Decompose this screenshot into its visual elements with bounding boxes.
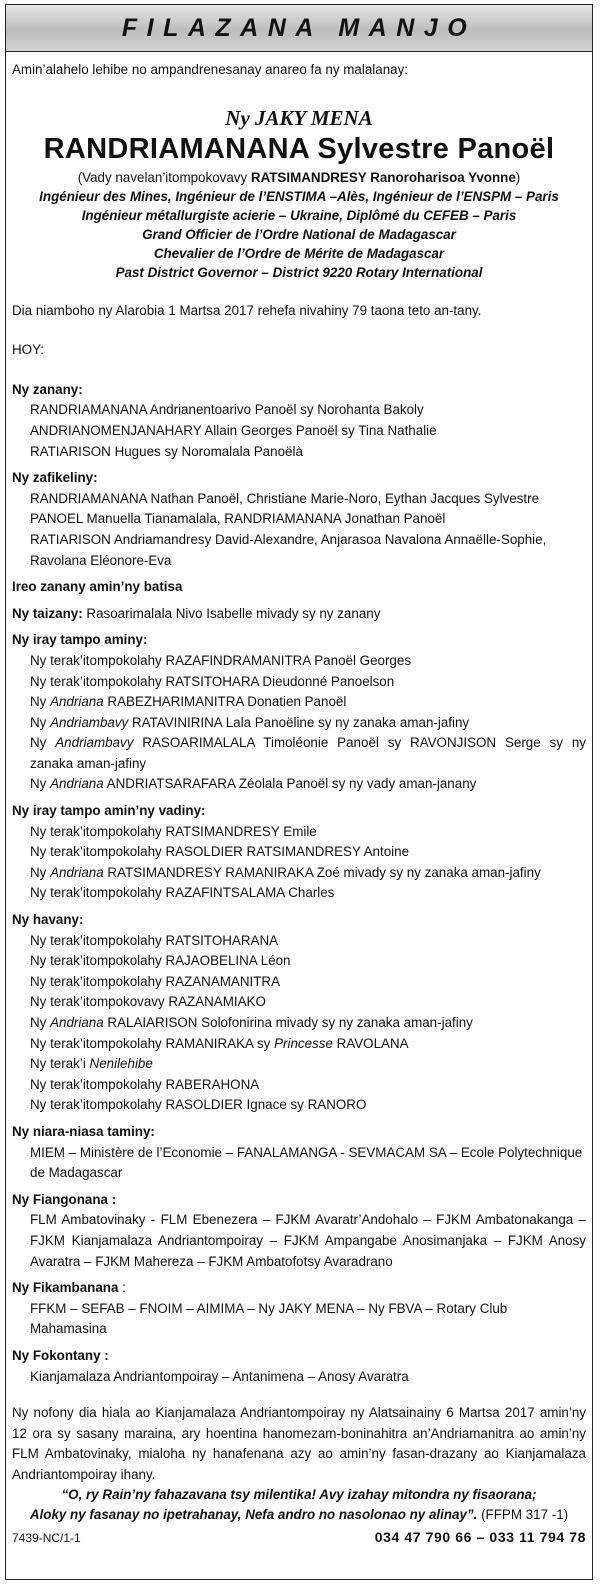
text-part: Ny <box>30 694 51 710</box>
section-fikambanana <box>12 1278 586 1340</box>
deceased-name: RANDRIAMANANA Sylvestre Panoël <box>43 132 555 165</box>
text-part: Ny <box>30 1015 51 1030</box>
list-item: RANDRIAMANANA Andrianentoarivo Panoël sy Norohanta Bakoly <box>30 402 424 418</box>
list-item <box>12 774 586 795</box>
section-zanany <box>12 380 586 462</box>
spouse-suffix: ) <box>515 169 521 185</box>
section-heading: Ny Fiangonana : <box>12 1191 117 1207</box>
quote-line: “O, ry Rain’ny fahazavana tsy milentika! Avy izahay mitondra ny fisaorana; <box>61 1487 537 1503</box>
italic-title: Andriana <box>50 864 104 880</box>
text-part: RATAVINIRINA Lala Panoëline sy ny zanaka aman-jafiny <box>128 714 470 730</box>
text-part: ANDRIATSARAFARA Zéolala Panoël sy ny vady aman-janany <box>103 776 477 792</box>
text-part: RABEZHARIMANITRA Donatien Panoël <box>103 694 347 710</box>
list-item <box>12 733 586 774</box>
section-heading: Ny Fikambanana <box>12 1280 119 1296</box>
closing-quote <box>12 1485 586 1525</box>
section-tampo <box>12 630 586 795</box>
italic-title: Andriana <box>50 694 104 710</box>
death-notice: Dia niamboho ny Alarobia 1 Martsa 2017 rehefa nivahiny 79 taona teto an-tany. <box>12 302 482 318</box>
italic-title: Andriambavy <box>55 735 134 751</box>
quote-reference: (FFPM 317 -1) <box>477 1507 569 1523</box>
title-line: Ingénieur des Mines, Ingénieur de l’ENSTIMA –Alès, Ingénieur de l’ENSPM – Paris <box>39 188 559 204</box>
list-item: Ny terak’itompokolahy RATSIMANDRESY Emile <box>30 823 317 839</box>
quote-text: Aloky ny fasanay no ipetrahanay, Nefa andro no nasolonao ny alinay”. <box>29 1507 478 1523</box>
heading-colon: : <box>118 1280 126 1296</box>
list-item: RATIARISON Andriamandresy David-Alexandre, Anjarasoa Navalona Annaëlle-Sophie, <box>30 531 547 547</box>
section-text: Kianjamalaza Andriantompoiray – Antanimena – Anosy Avaratra <box>30 1368 409 1384</box>
list-item <box>12 713 586 734</box>
spouse-line <box>12 169 586 187</box>
burial-notice: Ny nofony dia hiala ao Kianjamalaza Andriantompoiray ny Alatsainainy 6 Martsa 2017 amin’ny 12 ora sy sasany maraina, ary hoentina hanomezam-boninahitra an’Andriamanitra ao amin’ny FLM Ambatovinaky, mialoha ny hanafenana azy ao amin’ny fasan-drazany ao Kianjamalaza Andriantompoiray ihany. <box>12 1405 586 1482</box>
italic-title: Andriana <box>50 1015 104 1030</box>
italic-title: Princesse <box>274 1035 333 1051</box>
section-taizany <box>12 604 586 625</box>
list-item: ANDRIANOMENJANAHARY Allain Georges Panoël sy Tina Nathalie <box>30 422 437 438</box>
section-heading: Ny havany: <box>12 912 84 928</box>
text-part: RAVOLANA <box>332 1035 409 1051</box>
text-part: RATSIMANDRESY RAMANIRAKA Zoé mivady sy ny zanaka aman-jafiny <box>103 864 541 880</box>
list-item: Ny terak’itompokolahy RATSITOHARA Dieudonné Panoelson <box>30 673 395 689</box>
spouse-prefix: (Vady navelan’itompokovavy <box>77 169 251 185</box>
section-fokontany <box>12 1346 586 1387</box>
list-item: Ny terak’itompokolahy RATSITOHARANA <box>30 932 279 948</box>
text-part: Ny <box>30 714 51 730</box>
text-part: RASOARIMALALA Timoléonie Panoël sy RAVONJISON Serge sy ny zanaka aman-jafiny <box>30 735 586 771</box>
section-heading: Ny taizany: <box>12 605 83 621</box>
list-item: RATIARISON Hugues sy Noromalala Panoëlà <box>30 443 303 459</box>
section-fiangonana <box>12 1190 586 1272</box>
section-heading: Ny zafikeliny: <box>12 470 98 486</box>
section-heading: Ny niara-niasa taminy: <box>12 1123 155 1139</box>
list-item <box>12 1013 586 1034</box>
section-zafikeliny <box>12 468 586 571</box>
deceased-title: Ny JAKY MENA <box>225 105 373 130</box>
text-part: RALAIARISON Solofonirina mivady sy ny zanaka aman-jafiny <box>103 1015 473 1030</box>
quote-line <box>12 1505 586 1525</box>
section-text: FFKM – SEFAB – FNOIM – AIMIMA – Ny JAKY MENA – Ny FBVA – Rotary Club Mahamasina <box>30 1300 508 1337</box>
text-part: Ny <box>30 864 51 880</box>
list-item <box>12 1034 586 1055</box>
list-item: Ravolana Eléonore-Eva <box>30 552 172 568</box>
list-item <box>12 863 586 884</box>
hoy-label: HOY: <box>12 342 44 358</box>
italic-title: Nenilehibe <box>89 1056 153 1072</box>
list-item: RANDRIAMANANA Nathan Panoël, Christiane Marie-Noro, Eythan Jacques Sylvestre <box>30 490 540 506</box>
deceased-titles <box>12 187 586 282</box>
obituary-body <box>6 52 592 1549</box>
list-item: Ny terak’itompokolahy RAZAFINTSALAMA Charles <box>30 885 335 901</box>
title-line: Grand Officier de l’Ordre National de Madagascar <box>142 226 456 242</box>
obituary-frame <box>5 4 593 1580</box>
section-text: Rasoarimalala Nivo Isabelle mivady sy ny zanany <box>82 605 381 621</box>
section-heading: Ny Fokontany : <box>12 1347 109 1363</box>
text-part: Ny <box>30 735 56 751</box>
section-havany <box>12 910 586 1116</box>
list-item <box>12 692 586 713</box>
italic-title: Andriana <box>50 776 104 792</box>
title-line: Past District Governor – District 9220 Rotary International <box>115 264 483 280</box>
text-part: Ny <box>30 776 51 792</box>
title-line: Chevalier de l’Ordre de Mérite de Madagascar <box>153 245 445 261</box>
list-item: PANOEL Manuella Tianamalala, RANDRIAMANANA Jonathan Panoël <box>30 511 446 527</box>
section-heading: Ny iray tampo amin’ny vadiny: <box>12 803 206 819</box>
list-item <box>12 1054 586 1075</box>
text-part: Ny terak’i <box>30 1056 90 1072</box>
section-heading-line <box>12 1278 586 1299</box>
section-text: FLM Ambatovinaky - FLM Ebenezera – FJKM Avaratr’Andohalo – FJKM Ambatonakanga – FJKM Kianjamalaza Andriantompoiray – FJKM Ampangabe Anosimanjaka – FJKM Anosy Avaratra – FJKM Mahereza – FJKM Ambatofotsy Avaradrano <box>30 1212 586 1269</box>
intro-text: Amin’alahelo lehibe no ampandrenesanay anareo fa ny malalanay: <box>12 62 409 77</box>
list-item: Ny terak’itompokolahy RASOLDIER Ignace sy RANORO <box>30 1097 367 1113</box>
title-line: Ingénieur métallurgiste acierie – Ukraine, Diplômé du CEFEB – Paris <box>81 207 517 223</box>
section-heading: Ny zanany: <box>12 381 83 397</box>
italic-title: Andriambavy <box>50 714 129 730</box>
section-tampo-vady <box>12 801 586 904</box>
contact-phones: 034 47 790 66 – 033 11 794 78 <box>374 1529 586 1546</box>
list-item: Ny terak’itompokolahy RASOLDIER RATSIMANDRESY Antoine <box>30 844 410 860</box>
section-text: MIEM – Ministère de l’Economie – FANALAMANGA - SEVMACAM SA – Ecole Polytechnique de Madagascar <box>30 1144 583 1181</box>
spouse-name: RATSIMANDRESY Ranoroharisoa Yvonne <box>250 169 516 185</box>
section-niara-niasa <box>12 1122 586 1184</box>
list-item: Ny terak’itompokolahy RAZAFINDRAMANITRA Panoël Georges <box>30 652 412 668</box>
list-item: Ny terak’itompokolahy RABERAHONA <box>30 1076 260 1092</box>
section-batisa: Ireo zanany amin’ny batisa <box>12 579 183 595</box>
reference-code: 7439-NC/1-1 <box>12 1531 81 1546</box>
list-item: Ny terak’itompokovavy RAZANAMIAKO <box>30 994 266 1010</box>
list-item: Ny terak’itompokolahy RAZANAMANITRA <box>30 973 281 989</box>
list-item: Ny terak’itompokolahy RAJAOBELINA Léon <box>30 953 291 969</box>
footer <box>12 1527 586 1549</box>
banner-title: FILAZANA MANJO <box>121 13 477 42</box>
section-heading: Ny iray tampo aminy: <box>12 632 148 648</box>
text-part: Ny terak’itompokolahy RAMANIRAKA sy <box>30 1035 275 1051</box>
banner <box>6 5 592 52</box>
